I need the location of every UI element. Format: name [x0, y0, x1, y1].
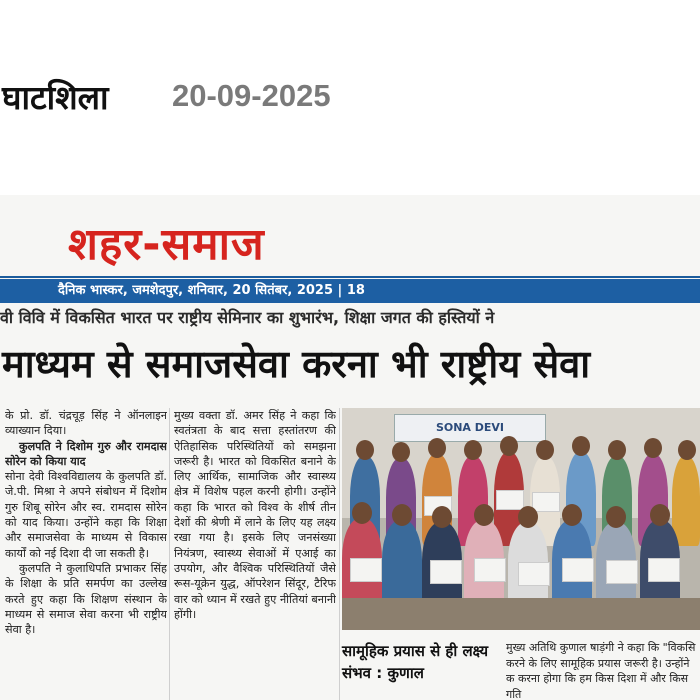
group-photo — [342, 408, 700, 630]
kicker-text: वी विवि में विकसित भारत पर राष्ट्रीय सेमिनार का शुभारंभ, शिक्षा जगत की हस्तियों ने — [0, 308, 495, 327]
person-head — [536, 440, 554, 460]
certificate — [648, 558, 680, 582]
masthead-rule — [0, 276, 700, 278]
person-head — [500, 436, 518, 456]
certificate — [518, 562, 550, 586]
person-head — [518, 506, 538, 528]
certificate — [562, 558, 594, 582]
certificate — [474, 558, 506, 582]
person-head — [608, 440, 626, 460]
certificate — [606, 560, 638, 584]
article-column-2 — [174, 408, 336, 700]
person-head — [678, 440, 696, 460]
photo-banner: SONA DEVI — [394, 414, 546, 442]
article-column-1 — [5, 408, 167, 700]
photo-floor — [342, 598, 700, 630]
person-head — [572, 436, 590, 456]
person-head — [562, 504, 582, 526]
person-head — [464, 440, 482, 460]
person-head — [644, 438, 662, 458]
person-head — [352, 502, 372, 524]
article-headline — [0, 334, 700, 404]
photo-caption-headline: सामूहिक प्रयास से ही लक्ष्य संभव : कुणाल — [342, 642, 489, 682]
col1-paragraph-3: कुलपति ने कुलाधिपति प्रभाकर सिंह के शिक्षा के प्रति समर्पण का उल्लेख करते हुए कहा कि शिक्षण संस्थान के माध्यम से समाज सेवा करना भी राष्ट्रीय सेवा है। — [5, 561, 167, 637]
location-label: घाटशिला — [2, 78, 109, 117]
article-kicker — [0, 305, 700, 331]
clipping-header — [0, 0, 700, 195]
person-figure — [672, 456, 700, 546]
certificate — [532, 492, 560, 512]
person-head — [392, 442, 410, 462]
person-head — [428, 438, 446, 458]
person-head — [356, 440, 374, 460]
column-divider — [169, 408, 170, 700]
person-head — [392, 504, 412, 526]
person-head — [432, 506, 452, 528]
person-figure — [382, 520, 422, 608]
masthead-text: दैनिक भास्कर, जमशेदपुर, शनिवार, 20 सितंबर, 2025 | 18 — [58, 283, 365, 298]
column-divider — [339, 408, 340, 700]
person-head — [606, 506, 626, 528]
person-head — [474, 504, 494, 526]
certificate — [496, 490, 524, 510]
section-title: शहर-समाज — [68, 219, 265, 270]
date-label: 20-09-2025 — [172, 78, 331, 113]
headline-text: माध्यम से समाजसेवा करना भी राष्ट्रीय सेवा — [2, 342, 591, 386]
certificate — [350, 558, 382, 582]
col1-subhead: कुलपति ने दिशोम गुरु और रामदास सोरेन को किया याद — [5, 439, 167, 468]
col1-paragraph-1: के प्रो. डॉ. चंद्रचूड़ सिंह ने ऑनलाइन व्याख्यान दिया। — [5, 409, 167, 438]
photo-caption-text: मुख्य अतिथि कुणाल षाड़ंगी ने कहा कि "विकसि करने के लिए सामूहिक प्रयास जरूरी है। उन्होंने क करना होगा कि हम किस दिशा में और किस गति — [506, 641, 696, 700]
col1-paragraph-2: सोना देवी विश्वविद्यालय के कुलपति डॉ. जे.पी. मिश्रा ने अपने संबोधन में दिशोम गुरु शिबू सोरेन और स्व. रामदास सोरेन को याद किया। उन्होंने कहा कि शिक्षा और समाजसेवा के माध्यम से विकास कार्यों को नई दिशा दी जा सकती है। — [5, 470, 167, 560]
col2-paragraph-1: मुख्य वक्ता डॉ. अमर सिंह ने कहा कि स्वतंत्रता के बाद सत्ता हस्तांतरण की ऐतिहासिक परिस्थितियों को समझना जरूरी है। भारत को विकसित बनाने के लिए आर्थिक, सामाजिक और स्वास्थ्य क्षेत्र में विशेष पहल करनी होगी। उन्होंने कहा कि भारत को विश्व के शीर्ष तीन देशों की श्रेणी में लाने के लिए यह लक्ष्य रखा गया है। इसके लिए जनसंख्या नियंत्रण, स्वास्थ्य सेवाओं में एआई का उपयोग, और वैश्विक परिस्थितियों जैसे रूस-यूक्रेन युद्ध, ऑपरेशन सिंदूर, टैरिफ वार को ध्यान में रखते हुए नीतियां बनानी होंगी। — [174, 409, 336, 621]
person-head — [650, 504, 670, 526]
masthead-strip — [0, 279, 700, 303]
certificate — [430, 560, 462, 584]
